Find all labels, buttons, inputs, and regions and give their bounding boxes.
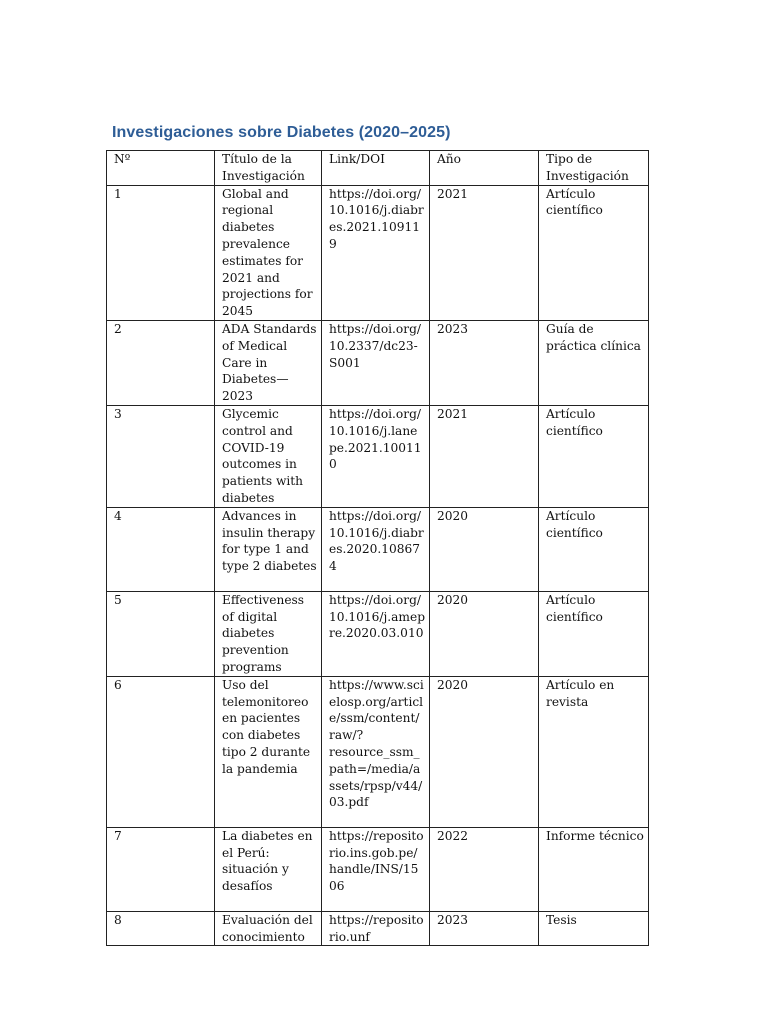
row-title: Glycemic control and COVID-19 outcomes in patients with diabetes — [215, 405, 322, 507]
row-type — [539, 911, 649, 945]
row-link[interactable]: https://www.scielosp.org/article/ssm/content/raw/?resource_ssm_path=/media/assets/rpsp/v44/03.pdf — [322, 676, 430, 827]
header-link: Link/DOI — [322, 151, 430, 186]
row-year: 2021 — [430, 185, 539, 320]
row-year: 2022 — [430, 827, 539, 911]
row-type: Artículo científico — [539, 591, 649, 676]
row-link[interactable]: https://doi.org/10.1016/j.amepre.2020.03.010 — [322, 591, 430, 676]
row-title: Global and regional diabetes prevalence estimates for 2021 and projections for 2045 — [215, 185, 322, 320]
row-num: 1 — [107, 185, 215, 320]
row-type: Artículo científico — [539, 405, 649, 507]
table-row — [107, 507, 649, 591]
header-type: Tipo de Investigación — [539, 151, 649, 186]
row-link[interactable]: https://doi.org/10.1016/j.diabres.2021.109119 — [322, 185, 430, 320]
row-link-text[interactable]: https://repositorio.unf — [329, 912, 424, 944]
row-type-text: Tesis — [546, 912, 577, 927]
table-row — [107, 185, 649, 320]
row-title: ADA Standards of Medical Care in Diabetes—2023 — [215, 320, 322, 405]
table-row — [107, 676, 649, 827]
row-num: 7 — [107, 827, 215, 911]
row-year: 2020 — [430, 591, 539, 676]
row-type: Informe técnico — [539, 827, 649, 911]
row-title: Uso del telemonitoreo en pacientes con diabetes tipo 2 durante la pandemia — [215, 676, 322, 827]
row-type: Artículo científico — [539, 185, 649, 320]
row-year-text: 2023 — [437, 912, 469, 927]
header-title: Título de la Investigación — [215, 151, 322, 186]
table-header-row — [107, 151, 649, 186]
row-year: 2020 — [430, 676, 539, 827]
table-row — [107, 405, 649, 507]
row-title: La diabetes en el Perú: situación y desafíos — [215, 827, 322, 911]
row-year: 2021 — [430, 405, 539, 507]
header-num: Nº — [107, 151, 215, 186]
row-year: 2020 — [430, 507, 539, 591]
row-type: Artículo científico — [539, 507, 649, 591]
row-title-text: Evaluación del conocimiento — [222, 912, 313, 944]
research-table — [106, 150, 649, 946]
row-link[interactable] — [322, 911, 430, 945]
document-title: Investigaciones sobre Diabetes (2020–2025) — [112, 124, 451, 141]
table-row — [107, 591, 649, 676]
row-type: Guía de práctica clínica — [539, 320, 649, 405]
row-link[interactable]: https://doi.org/10.1016/j.diabres.2020.108674 — [322, 507, 430, 591]
row-num: 2 — [107, 320, 215, 405]
row-year — [430, 911, 539, 945]
row-num: 3 — [107, 405, 215, 507]
row-link[interactable]: https://doi.org/10.1016/j.lanepe.2021.100110 — [322, 405, 430, 507]
row-num: 5 — [107, 591, 215, 676]
row-title: Effectiveness of digital diabetes prevention programs — [215, 591, 322, 676]
header-year: Año — [430, 151, 539, 186]
row-link[interactable]: https://repositorio.ins.gob.pe/handle/INS/1506 — [322, 827, 430, 911]
row-link[interactable]: https://doi.org/10.2337/dc23-S001 — [322, 320, 430, 405]
table-row — [107, 320, 649, 405]
row-title — [215, 911, 322, 945]
row-num-text: 8 — [114, 912, 122, 927]
row-title: Advances in insulin therapy for type 1 and type 2 diabetes — [215, 507, 322, 591]
row-type: Artículo en revista — [539, 676, 649, 827]
row-year: 2023 — [430, 320, 539, 405]
row-num — [107, 911, 215, 945]
row-num: 4 — [107, 507, 215, 591]
row-num: 6 — [107, 676, 215, 827]
table-row — [107, 911, 649, 945]
table-row — [107, 827, 649, 911]
